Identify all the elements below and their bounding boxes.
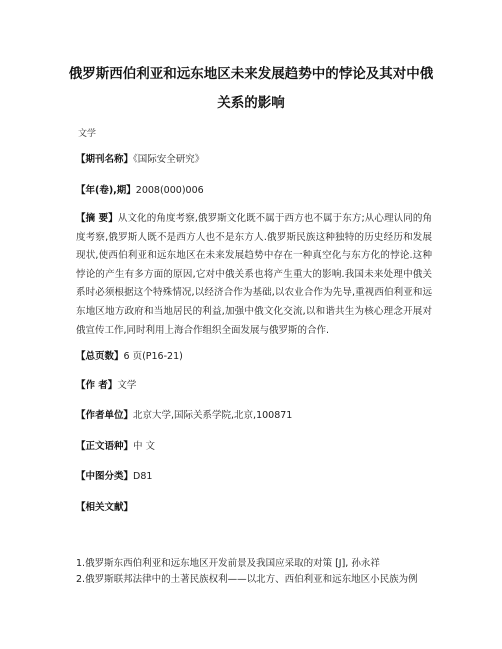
author-row: [76, 376, 432, 395]
year-issue-row: [76, 181, 432, 200]
abstract-label: 【摘 要】: [76, 213, 118, 224]
reference-list: [76, 556, 436, 588]
document-title: [60, 60, 442, 118]
pages-label: 【总页数】: [76, 351, 124, 362]
language-label: 【正文语种】: [76, 441, 134, 452]
related-label: 【相关文献】: [76, 502, 134, 513]
abstract-row: [76, 210, 432, 340]
abstract-text: 从文化的角度考察,俄罗斯文化既不属于西方也不属于东方;从心理认同的角度考察,俄罗斯人既不是西方人也不是东方人.俄罗斯民族这种独特的历史经历和发展现状,使西伯利亚和远东地区在未来发展趋势中存在一种真空化与东方化的悖论.这种悖论的产生有多方面的原因,它对中俄关系也将产生重大的影响.我国未来处理中俄关系时必须根据这个特殊情况,以经济合作为基础,以农业合作为先导,重视西伯利亚和远东地区地方政府和当地居民的利益,加强中俄文化交流,以和谐共生为核心理念开展对俄宣传工作,同时利用上海合作组织全面发展与俄罗斯的合作.: [76, 213, 432, 336]
title-line-2: 关系的影响: [217, 95, 285, 111]
affiliation-value: 北京大学,国际关系学院,北京,100871: [133, 410, 293, 421]
title-line-1: 俄罗斯西伯利亚和远东地区未来发展趋势中的悖论及其对中俄: [68, 66, 434, 82]
classification-row: [76, 467, 432, 486]
author-value: 文学: [117, 380, 137, 391]
header-author: 文学: [78, 129, 97, 139]
classification-label: 【中图分类】: [76, 471, 134, 482]
journal-value: 《国际安全研究》: [133, 154, 205, 165]
classification-value: D81: [133, 471, 153, 482]
language-value: 中 文: [133, 441, 156, 452]
affiliation-row: [76, 406, 432, 425]
year-issue-label: 【年(卷),期】: [76, 185, 136, 196]
pages-row: [76, 347, 432, 366]
year-issue-value: 2008(000)006: [135, 185, 204, 196]
related-row: [76, 498, 432, 517]
pages-value: 6 页(P16-21): [123, 351, 183, 362]
journal-label: 【期刊名称】: [76, 154, 134, 165]
language-row: [76, 437, 432, 456]
journal-row: [76, 150, 432, 169]
reference-item-2[interactable]: 2.俄罗斯联邦法律中的土著民族权利——以北方、西伯利亚和远东地区小民族为例: [76, 574, 418, 585]
reference-item-1[interactable]: 1.俄罗斯东西伯利亚和远东地区开发前景及我国应采取的对策 [J], 孙永祥: [76, 558, 380, 569]
affiliation-label: 【作者单位】: [76, 410, 134, 421]
author-label: 【作 者】: [76, 380, 118, 391]
